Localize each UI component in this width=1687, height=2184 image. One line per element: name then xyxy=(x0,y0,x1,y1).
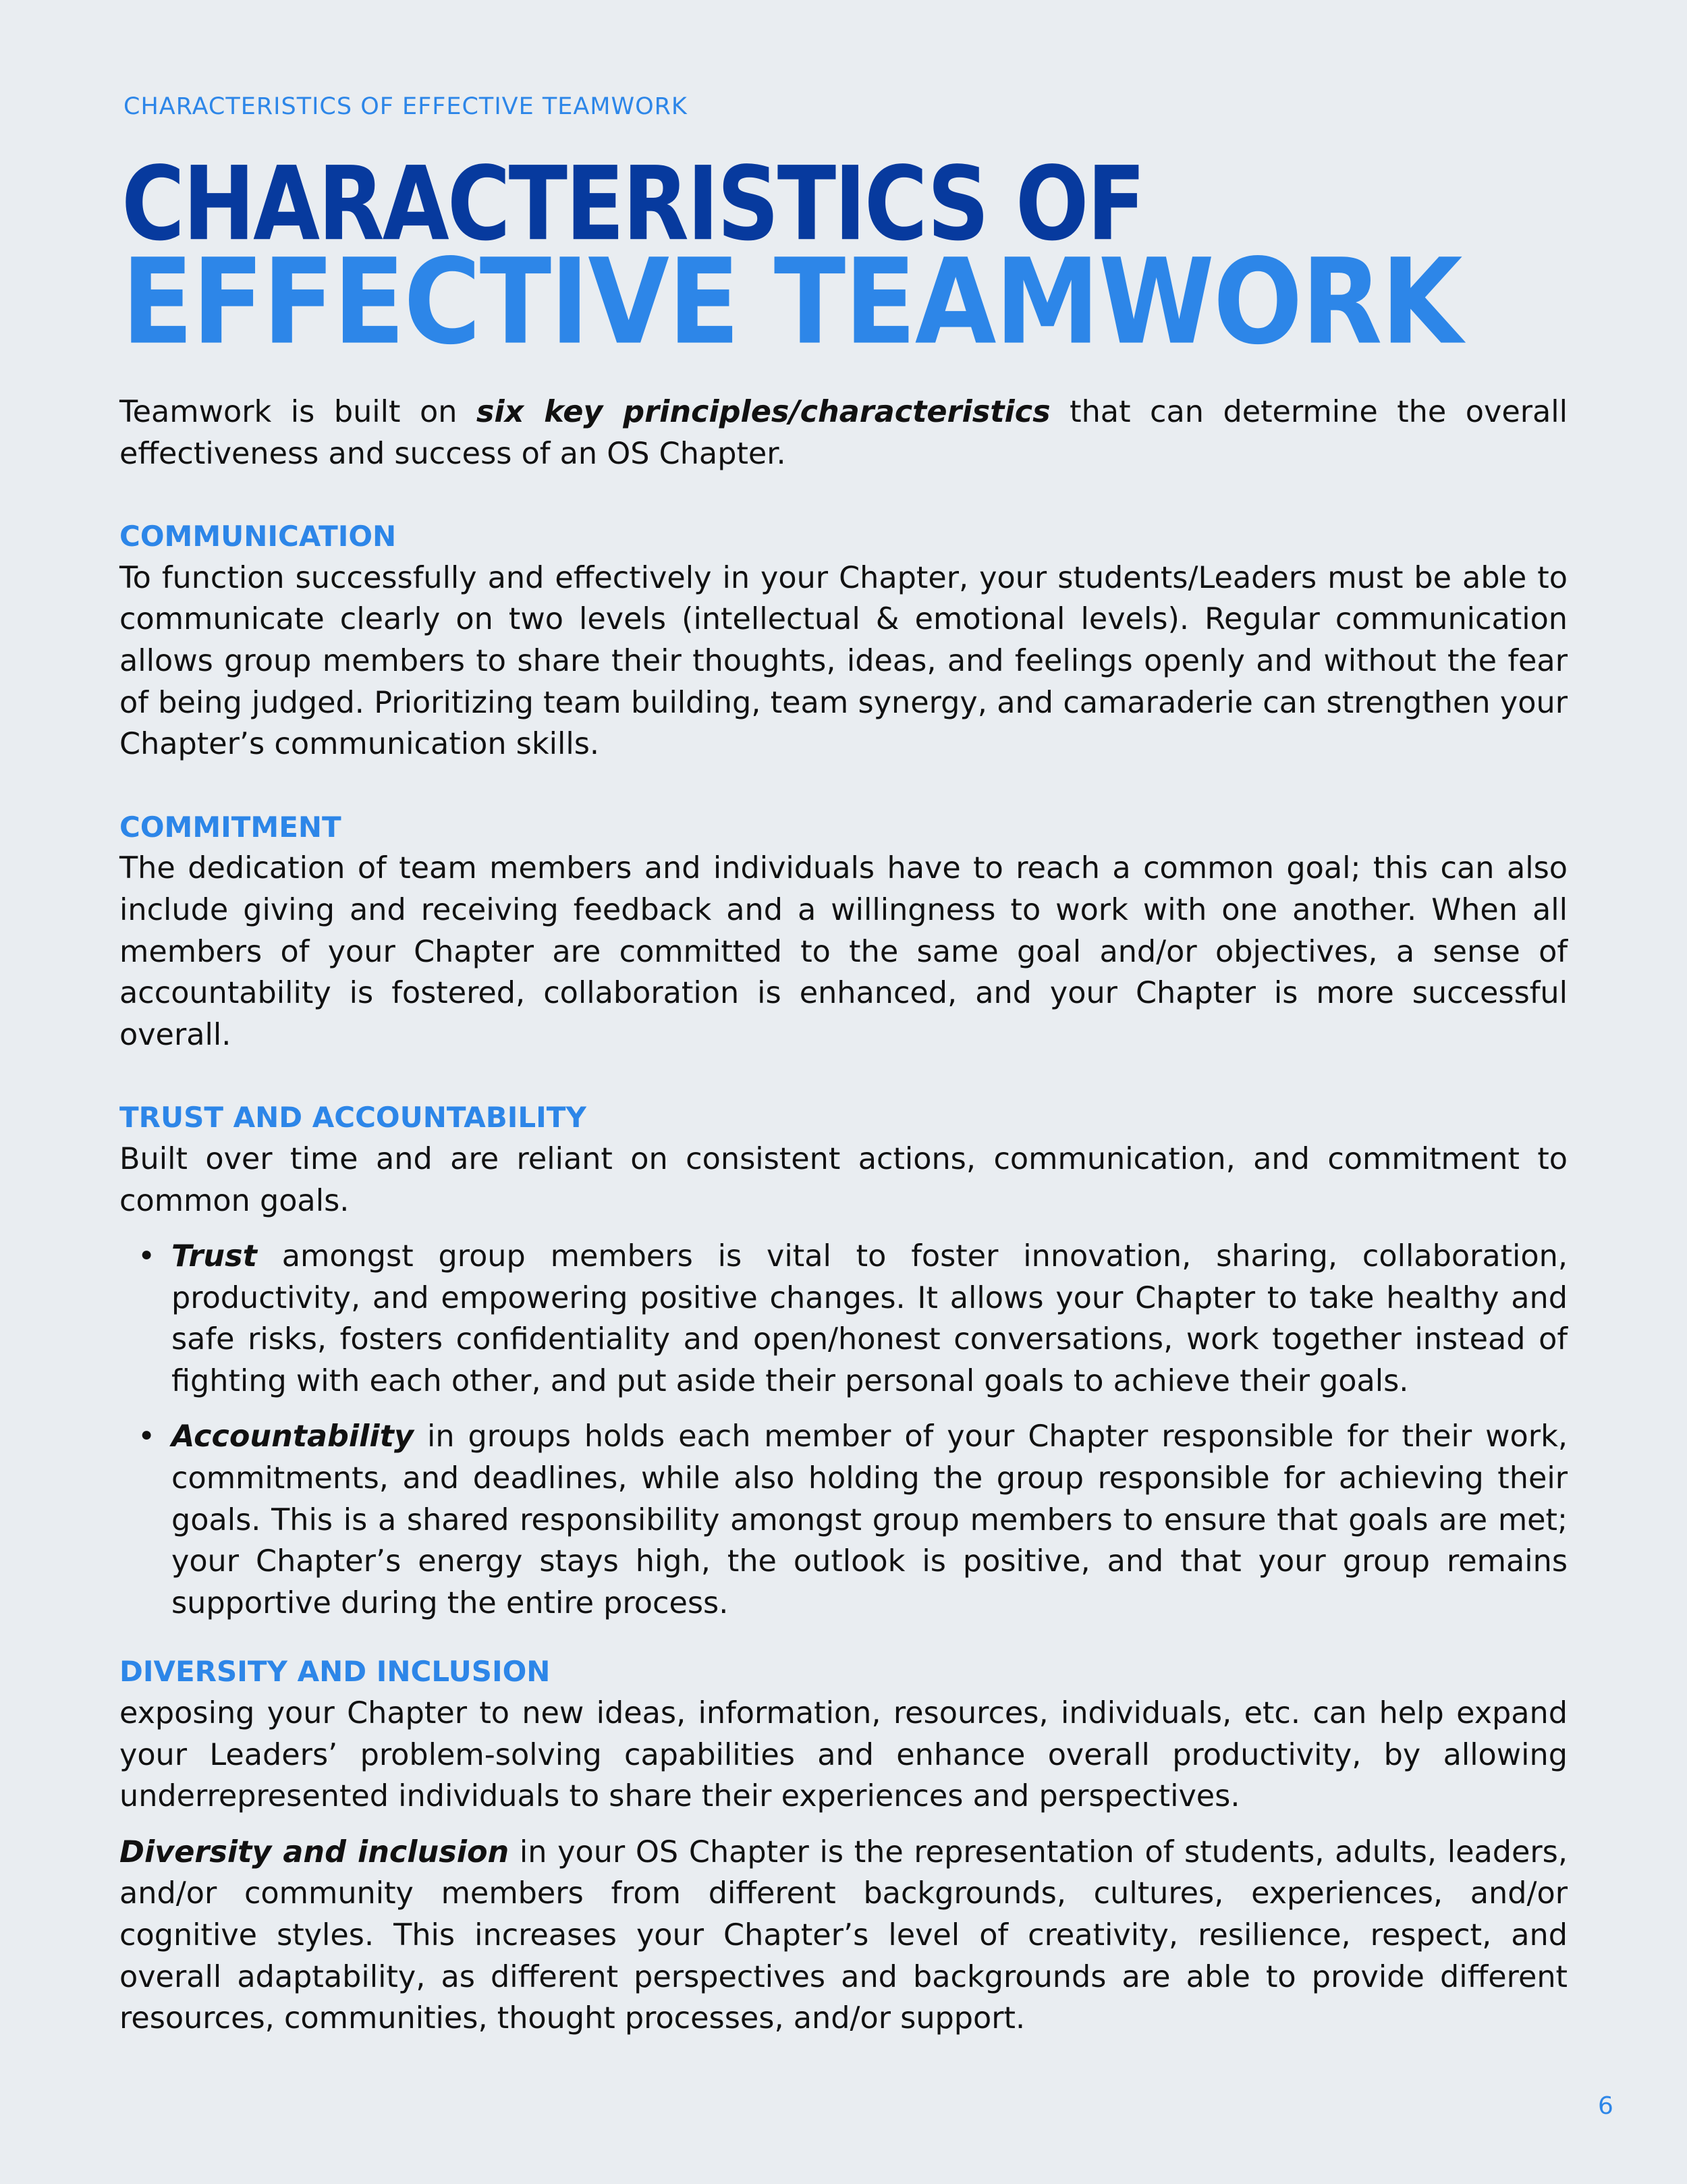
document-body xyxy=(119,391,1568,2040)
section-trust-accountability xyxy=(119,1097,1568,1624)
list-item-text-accountability: in groups holds each member of your Chapter responsible for their work, commitments, and deadlines, while also holding the group responsible for achieving their goals. This is a shared responsibility amongst group members to ensure that goals are met; your Chapter’s energy stays high, the outlook is positive, and that your group remains supportive during the entire process. xyxy=(171,1419,1568,1620)
section-heading-trust-accountability: TRUST AND ACCOUNTABILITY xyxy=(119,1101,586,1135)
bullet-marker: • xyxy=(138,1419,156,1454)
list-item-trust xyxy=(138,1236,1568,1402)
section-diversity-inclusion xyxy=(119,1651,1568,2039)
list-item-term-trust: Trust xyxy=(171,1239,257,1274)
page-number: 6 xyxy=(1598,2092,1613,2120)
paragraph-term-diversity: Diversity and inclusion xyxy=(119,1834,509,1869)
bullet-list xyxy=(119,1236,1568,1624)
intro-text-after: that can determine the overall effectiveness and success of an OS Chapter. xyxy=(119,395,1568,471)
section-body-trust-accountability: Built over time and are reliant on consistent actions, communication, and commitment to common goals. xyxy=(119,1141,1568,1218)
intro-emphasis: six key principles/characteristics xyxy=(476,395,1051,429)
section-heading-communication: COMMUNICATION xyxy=(119,520,397,553)
list-item-text-trust: amongst group members is vital to foster innovation, sharing, collaboration, productivity, and empowering positive changes. It allows your Chapter to take healthy and safe risks, fosters confidentiality and open/honest conversations, work together instead of fighting with each other, and put aside their personal goals to achieve their goals. xyxy=(171,1239,1568,1398)
section-body-commitment: The dedication of team members and individuals have to reach a common goal; this can also include giving and receiving feedback and a willingness to work with one another. When all members of your Chapter are committed to the same goal and/or objectives, a sense of accountability is fostered, collaboration is enhanced, and your Chapter is more successful overall. xyxy=(119,851,1568,1052)
list-item-term-accountability: Accountability xyxy=(171,1419,414,1454)
running-header: CHARACTERISTICS OF EFFECTIVE TEAMWORK xyxy=(123,93,688,120)
bullet-marker: • xyxy=(138,1239,156,1274)
page-title-line-1: CHARACTERISTICS OF xyxy=(121,145,1144,264)
paragraph-text-diversity: in your OS Chapter is the representation of students, adults, leaders, and/or community members from different backgrounds, cultures, experiences, and/or cognitive styles. This increases your Chapter’s level of creativity, resilience, respect, and overall adaptability, as different perspectives and backgrounds are able to provide different resources, communities, thought processes, and/or support. xyxy=(119,1834,1568,2036)
intro-paragraph xyxy=(119,391,1568,474)
section-body-diversity-inclusion: exposing your Chapter to new ideas, information, resources, individuals, etc. can help expand your Leaders’ problem-solving capabilities and enhance overall productivity, by allowing underrepresented individuals to share their experiences and perspectives. xyxy=(119,1696,1568,1814)
list-item-accountability xyxy=(138,1416,1568,1624)
section-commitment xyxy=(119,807,1568,1056)
page-title-line-2: EFFECTIVE TEAMWORK xyxy=(121,233,1462,371)
section-heading-commitment: COMMITMENT xyxy=(119,810,341,844)
section-paragraph-diversity-inclusion-2 xyxy=(119,1832,1568,2040)
section-communication xyxy=(119,516,1568,765)
section-heading-diversity-inclusion: DIVERSITY AND INCLUSION xyxy=(119,1655,551,1689)
intro-text-before: Teamwork is built on xyxy=(119,395,476,429)
section-body-communication: To function successfully and effectively in your Chapter, your students/Leaders must be able to communicate clearly on two levels (intellectual & emotional levels). Regular communication allows group members to share their thoughts, ideas, and feelings openly and without the fear of being judged. Prioritizing team building, team synergy, and camaraderie can strengthen your Chapter’s communication skills. xyxy=(119,560,1568,762)
